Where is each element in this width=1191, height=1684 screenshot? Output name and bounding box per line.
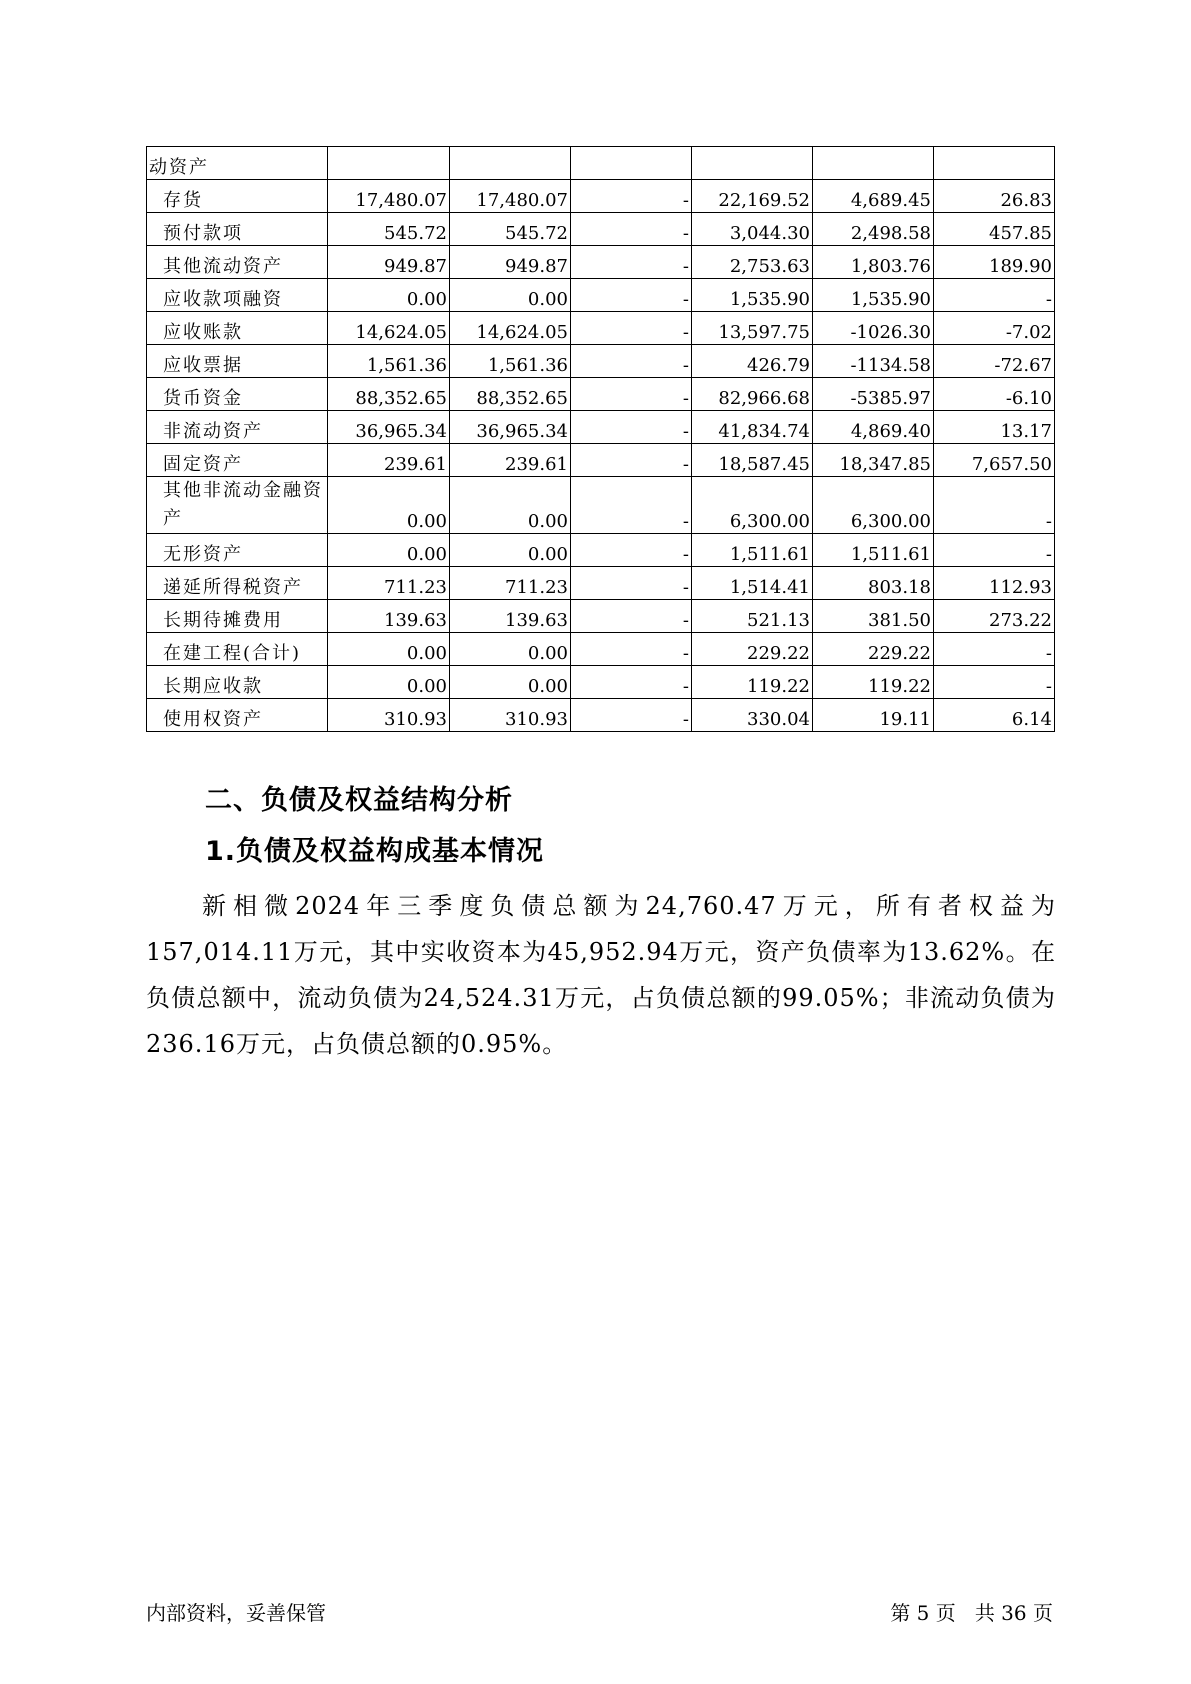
cell-value: -6.10 (934, 378, 1055, 411)
cell-value: 14,624.05 (450, 312, 571, 345)
row-label: 预付款项 (147, 213, 328, 246)
cell-value: 0.00 (328, 279, 450, 312)
cell-value: 0.00 (450, 279, 571, 312)
footer-page-number: 第 5 页 共 36 页 (890, 1601, 1053, 1625)
cell-value: 22,169.52 (692, 180, 813, 213)
cell-value: 18,347.85 (813, 444, 934, 477)
cell-value: 803.18 (813, 567, 934, 600)
cell-value: 0.00 (450, 666, 571, 699)
row-label: 使用权资产 (147, 699, 328, 732)
cell-value: 88,352.65 (450, 378, 571, 411)
row-label: 应收款项融资 (147, 279, 328, 312)
cell-value (692, 147, 813, 180)
cell-value: 189.90 (934, 246, 1055, 279)
cell-value: 1,511.61 (813, 534, 934, 567)
table-row (147, 633, 1055, 666)
cell-value: 949.87 (450, 246, 571, 279)
cell-value: 310.93 (328, 699, 450, 732)
row-label: 存货 (147, 180, 328, 213)
section-heading: 二、负债及权益结构分析 (205, 785, 513, 816)
cell-value: 7,657.50 (934, 444, 1055, 477)
cell-value: 426.79 (692, 345, 813, 378)
cell-value: 18,587.45 (692, 444, 813, 477)
asset-table (146, 146, 1055, 732)
row-label: 应收票据 (147, 345, 328, 378)
cell-value: 82,966.68 (692, 378, 813, 411)
cell-value: 4,689.45 (813, 180, 934, 213)
table-row (147, 147, 1055, 180)
row-label: 无形资产 (147, 534, 328, 567)
cell-value: -5385.97 (813, 378, 934, 411)
cell-value: 6,300.00 (813, 477, 934, 534)
cell-value: 4,869.40 (813, 411, 934, 444)
cell-value: 41,834.74 (692, 411, 813, 444)
cell-value (328, 147, 450, 180)
cell-value: 711.23 (328, 567, 450, 600)
sub-heading: 1.负债及权益构成基本情况 (205, 836, 545, 867)
cell-value: 229.22 (692, 633, 813, 666)
table-row (147, 213, 1055, 246)
row-label: 长期应收款 (147, 666, 328, 699)
table-row (147, 378, 1055, 411)
cell-value: - (934, 534, 1055, 567)
cell-value: 545.72 (450, 213, 571, 246)
cell-value: 229.22 (813, 633, 934, 666)
cell-value: - (934, 279, 1055, 312)
cell-value: - (571, 633, 692, 666)
cell-value: - (571, 180, 692, 213)
cell-value: - (934, 477, 1055, 534)
cell-value: - (571, 699, 692, 732)
cell-value: 2,498.58 (813, 213, 934, 246)
cell-value: 6.14 (934, 699, 1055, 732)
cell-value: 13,597.75 (692, 312, 813, 345)
cell-value: 139.63 (328, 600, 450, 633)
cell-value: 36,965.34 (328, 411, 450, 444)
cell-value: 36,965.34 (450, 411, 571, 444)
cell-value: 3,044.30 (692, 213, 813, 246)
row-label: 固定资产 (147, 444, 328, 477)
cell-value: 14,624.05 (328, 312, 450, 345)
cell-value: -1026.30 (813, 312, 934, 345)
table-row (147, 444, 1055, 477)
cell-value: 17,480.07 (328, 180, 450, 213)
row-label: 递延所得税资产 (147, 567, 328, 600)
row-label: 应收账款 (147, 312, 328, 345)
cell-value: 457.85 (934, 213, 1055, 246)
cell-value: - (571, 567, 692, 600)
cell-value: 0.00 (450, 534, 571, 567)
cell-value: 0.00 (328, 477, 450, 534)
cell-value: - (571, 279, 692, 312)
cell-value: 1,511.61 (692, 534, 813, 567)
cell-value: 1,535.90 (692, 279, 813, 312)
cell-value: - (571, 534, 692, 567)
table-row (147, 180, 1055, 213)
table-row (147, 477, 1055, 534)
row-label: 在建工程(合计) (147, 633, 328, 666)
cell-value: - (571, 378, 692, 411)
cell-value: - (571, 213, 692, 246)
cell-value: 1,803.76 (813, 246, 934, 279)
cell-value: 2,753.63 (692, 246, 813, 279)
cell-value: 1,561.36 (450, 345, 571, 378)
cell-value: 13.17 (934, 411, 1055, 444)
table-row (147, 699, 1055, 732)
table-row (147, 666, 1055, 699)
table-row (147, 411, 1055, 444)
cell-value: - (571, 312, 692, 345)
cell-value (571, 147, 692, 180)
cell-value: 711.23 (450, 567, 571, 600)
cell-value: 310.93 (450, 699, 571, 732)
table-row (147, 246, 1055, 279)
cell-value: 545.72 (328, 213, 450, 246)
table-row (147, 345, 1055, 378)
footer-confidential-note: 内部资料，妥善保管 (146, 1601, 326, 1625)
cell-value: -7.02 (934, 312, 1055, 345)
cell-value: - (571, 345, 692, 378)
cell-value: -72.67 (934, 345, 1055, 378)
table-row (147, 312, 1055, 345)
cell-value: 0.00 (450, 477, 571, 534)
row-label: 动资产 (147, 147, 328, 180)
row-label: 其他流动资产 (147, 246, 328, 279)
table-row (147, 567, 1055, 600)
row-label: 货币资金 (147, 378, 328, 411)
cell-value: 0.00 (328, 534, 450, 567)
table-row (147, 279, 1055, 312)
cell-value: - (571, 600, 692, 633)
cell-value: 239.61 (328, 444, 450, 477)
cell-value: 273.22 (934, 600, 1055, 633)
cell-value: 1,514.41 (692, 567, 813, 600)
row-label: 其他非流动金融资产 (147, 477, 328, 534)
cell-value: 0.00 (328, 633, 450, 666)
cell-value: 239.61 (450, 444, 571, 477)
cell-value (934, 147, 1055, 180)
cell-value: 0.00 (328, 666, 450, 699)
cell-value: -1134.58 (813, 345, 934, 378)
cell-value: 1,561.36 (328, 345, 450, 378)
cell-value: 6,300.00 (692, 477, 813, 534)
cell-value: 381.50 (813, 600, 934, 633)
cell-value: 119.22 (692, 666, 813, 699)
cell-value: 26.83 (934, 180, 1055, 213)
cell-value: - (571, 477, 692, 534)
table-row (147, 534, 1055, 567)
cell-value (813, 147, 934, 180)
cell-value: - (571, 666, 692, 699)
cell-value: 88,352.65 (328, 378, 450, 411)
asset-table-body (147, 147, 1055, 732)
cell-value: - (571, 411, 692, 444)
cell-value: - (934, 666, 1055, 699)
row-label: 长期待摊费用 (147, 600, 328, 633)
cell-value: 119.22 (813, 666, 934, 699)
cell-value: 0.00 (450, 633, 571, 666)
cell-value: 139.63 (450, 600, 571, 633)
cell-value: 949.87 (328, 246, 450, 279)
cell-value: 521.13 (692, 600, 813, 633)
cell-value (450, 147, 571, 180)
cell-value: 330.04 (692, 699, 813, 732)
cell-value: - (571, 246, 692, 279)
cell-value: - (571, 444, 692, 477)
cell-value: 1,535.90 (813, 279, 934, 312)
cell-value: 17,480.07 (450, 180, 571, 213)
cell-value: - (934, 633, 1055, 666)
table-row (147, 600, 1055, 633)
body-paragraph: 新相微2024年三季度负债总额为24,760.47万元，所有者权益为157,014.11万元，其中实收资本为45,952.94万元，资产负债率为13.62%。在负债总额中，流动负债为24,524.31万元，占负债总额的99.05%；非流动负债为236.16万元，占负债总额的0.95%。 (146, 892, 1056, 1058)
cell-value: 112.93 (934, 567, 1055, 600)
cell-value: 19.11 (813, 699, 934, 732)
row-label: 非流动资产 (147, 411, 328, 444)
